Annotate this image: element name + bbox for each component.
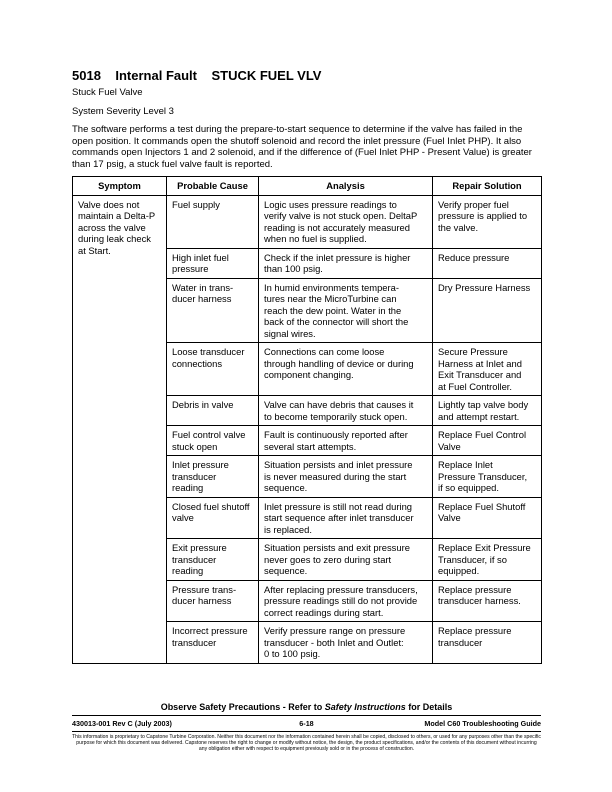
fault-name: STUCK FUEL VLV — [211, 68, 322, 83]
repair-cell: Replace pressure transducer — [433, 622, 542, 664]
cause-cell: Inlet pressure transducer reading — [167, 456, 259, 498]
analysis-cell: Check if the inlet pressure is higher than 100 psig. — [259, 248, 433, 278]
analysis-cell: Logic uses pressure readings to verify valve is not stuck open. DeltaP reading is not accurately measured when no fuel is supplied. — [259, 195, 433, 248]
page-title — [72, 68, 321, 83]
analysis-cell: Verify pressure range on pressure transducer - both Inlet and Outlet: 0 to 100 psig. — [259, 622, 433, 664]
header-analysis: Analysis — [259, 177, 433, 196]
repair-cell: Verify proper fuel pressure is applied to the valve. — [433, 195, 542, 248]
cause-cell: Pressure trans- ducer harness — [167, 580, 259, 622]
symptom-cell: Valve does not maintain a Delta-P across the valve during leak check at Start. — [73, 195, 167, 663]
repair-cell: Replace Fuel Shutoff Valve — [433, 497, 542, 539]
fault-code: 5018 — [72, 68, 101, 83]
repair-cell: Reduce pressure — [433, 248, 542, 278]
cause-cell: Closed fuel shutoff valve — [167, 497, 259, 539]
repair-cell: Replace Exit Pressure Transducer, if so equipped. — [433, 539, 542, 581]
footer-divider-2 — [72, 731, 541, 732]
analysis-cell: After replacing pressure transducers, pressure readings still do not provide correct readings during start. — [259, 580, 433, 622]
cause-cell: Fuel supply — [167, 195, 259, 248]
fault-subtitle: Stuck Fuel Valve — [72, 87, 143, 98]
analysis-cell: Situation persists and inlet pressure is never measured during the start sequence. — [259, 456, 433, 498]
repair-cell: Replace Fuel Control Valve — [433, 426, 542, 456]
cause-cell: Debris in valve — [167, 396, 259, 426]
cause-cell: Exit pressure transducer reading — [167, 539, 259, 581]
fault-category: Internal Fault — [115, 68, 197, 83]
table-row — [73, 195, 542, 248]
safety-notice — [72, 702, 541, 712]
severity-level: System Severity Level 3 — [72, 106, 174, 117]
analysis-cell: Situation persists and exit pressure never goes to zero during start sequence. — [259, 539, 433, 581]
cause-cell: Water in trans- ducer harness — [167, 278, 259, 343]
repair-cell: Dry Pressure Harness — [433, 278, 542, 343]
analysis-cell: Inlet pressure is still not read during start sequence after inlet transducer is replaced. — [259, 497, 433, 539]
guide-title: Model C60 Troubleshooting Guide — [424, 719, 541, 728]
doc-number: 430013-001 Rev C (July 2003) — [72, 719, 172, 728]
analysis-cell: Connections can come loose through handling of device or during component changing. — [259, 343, 433, 396]
repair-cell: Replace Inlet Pressure Transducer, if so equipped. — [433, 456, 542, 498]
table-header-row — [73, 177, 542, 196]
repair-cell: Secure Pressure Harness at Inlet and Exit Transducer and at Fuel Controller. — [433, 343, 542, 396]
analysis-cell: Valve can have debris that causes it to become temporarily stuck open. — [259, 396, 433, 426]
cause-cell: Incorrect pressure transducer — [167, 622, 259, 664]
analysis-cell: In humid environments tempera- tures near the MicroTurbine can reach the dew point. Water in the back of the connector will short the signal wires. — [259, 278, 433, 343]
header-probable-cause: Probable Cause — [167, 177, 259, 196]
footer-divider — [72, 715, 541, 716]
cause-cell: Loose transducer connections — [167, 343, 259, 396]
safety-instructions-ref: Safety Instructions — [324, 702, 406, 712]
safety-prefix: Observe Safety Precautions - Refer to — [160, 702, 325, 712]
safety-suffix: for Details — [405, 702, 453, 712]
proprietary-disclaimer: This information is proprietary to Capstone Turbine Corporation. Neither this document nor the information contained herein shall be copied, disclosed to others, or used for any purposes other than the specific purpose for which this document was delivered. Capstone reserves the right to change or modify without notice, the design, the product specifications, and/or the contents of this document without incurring any obligation either with respect to equipment previously sold or in the process of construction. — [72, 734, 541, 753]
repair-cell: Lightly tap valve body and attempt restart. — [433, 396, 542, 426]
header-symptom: Symptom — [73, 177, 167, 196]
page-number: 6-18 — [299, 719, 314, 728]
repair-cell: Replace pressure transducer harness. — [433, 580, 542, 622]
table-body — [73, 195, 542, 663]
troubleshooting-table — [72, 176, 542, 664]
cause-cell: High inlet fuel pressure — [167, 248, 259, 278]
analysis-cell: Fault is continuously reported after several start attempts. — [259, 426, 433, 456]
cause-cell: Fuel control valve stuck open — [167, 426, 259, 456]
fault-description: The software performs a test during the prepare-to-start sequence to determine if the valve has failed in the open position. It commands open the shutoff solenoid and record the inlet pressure (Fuel Inlet PHP). It also commands open Injectors 1 and 2 solenoid, and if the difference of (Fuel Inlet PHP - Present Value) is greater than 17 psig, a stuck fuel valve fault is reported. — [72, 124, 532, 170]
header-repair-solution: Repair Solution — [433, 177, 542, 196]
